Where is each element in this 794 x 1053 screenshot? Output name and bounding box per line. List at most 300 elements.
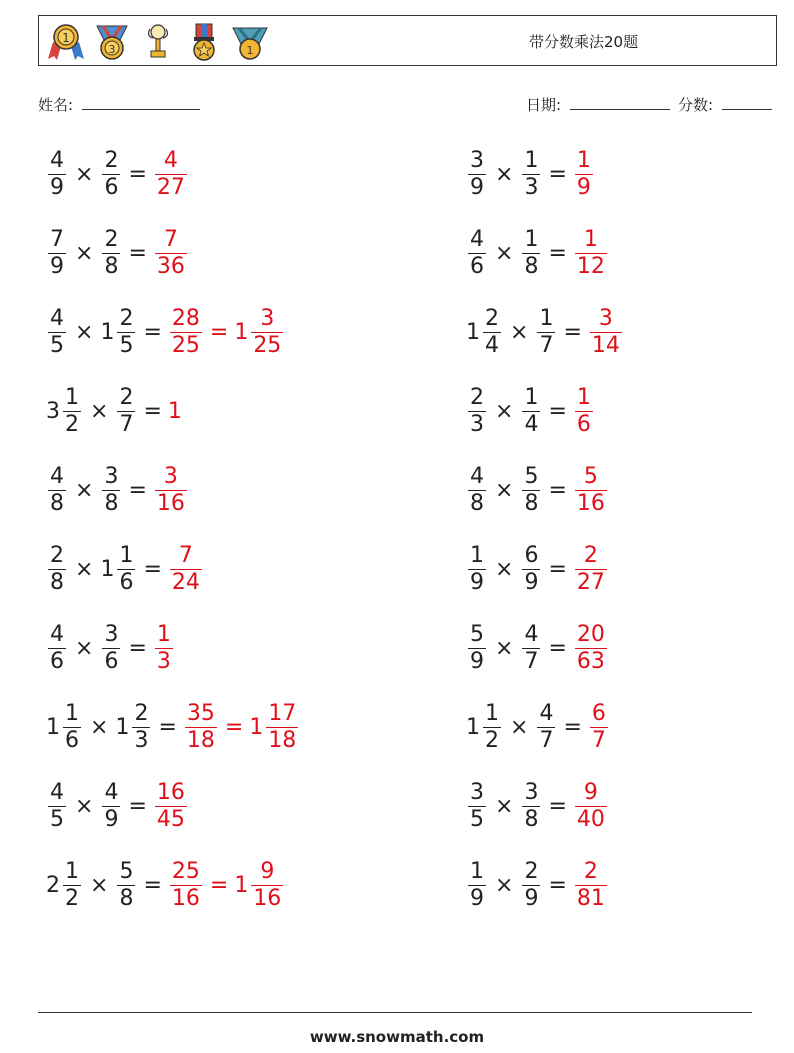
fraction — [170, 542, 202, 595]
denominator: 7 — [524, 648, 539, 674]
fraction — [63, 858, 81, 911]
fraction — [522, 542, 540, 595]
answer-value — [153, 621, 175, 674]
problem-item — [46, 455, 189, 525]
numerator: 3 — [163, 463, 178, 489]
answer — [573, 542, 609, 595]
denominator: 3 — [134, 727, 149, 753]
numerator: 1 — [576, 384, 591, 410]
score-label: 分数: — [678, 96, 714, 114]
numerator: 1 — [156, 621, 171, 647]
fraction — [170, 858, 202, 911]
numerator: 1 — [470, 858, 484, 884]
numerator: 28 — [171, 305, 200, 331]
whole-number: 1 — [100, 556, 115, 582]
numerator: 4 — [50, 621, 64, 647]
numerator: 17 — [268, 700, 297, 726]
numerator: 1 — [524, 147, 539, 173]
factor-b — [520, 384, 542, 437]
factor-b — [520, 858, 542, 911]
denominator: 6 — [576, 411, 591, 437]
answer — [573, 621, 609, 674]
numerator: 2 — [485, 305, 499, 331]
denominator: 8 — [104, 253, 119, 279]
numerator: 6 — [524, 542, 539, 568]
times-sign: × — [90, 872, 109, 898]
whole-number: 1 — [234, 319, 249, 345]
fraction — [48, 305, 66, 358]
times-sign: × — [495, 556, 514, 582]
times-sign: × — [495, 161, 514, 187]
problem-item — [466, 692, 610, 762]
svg-text:3: 3 — [108, 43, 116, 56]
denominator: 7 — [591, 727, 606, 753]
equals-sign: = — [563, 714, 582, 740]
problem-item — [466, 376, 595, 446]
equals-sign: = — [548, 161, 567, 187]
times-sign: × — [75, 556, 94, 582]
answer-value — [234, 305, 285, 358]
times-sign: × — [495, 872, 514, 898]
denominator: 8 — [524, 806, 539, 832]
denominator: 9 — [50, 253, 64, 279]
numerator: 1 — [524, 226, 539, 252]
fraction — [63, 700, 81, 753]
equals-sign: = — [128, 635, 147, 661]
equals-sign: = — [143, 872, 162, 898]
fraction — [251, 858, 283, 911]
answer-value — [588, 305, 624, 358]
times-sign: × — [510, 714, 529, 740]
answer-value — [168, 858, 204, 911]
answer-value — [573, 779, 609, 832]
fraction — [468, 384, 486, 437]
denominator: 8 — [470, 490, 484, 516]
fraction — [537, 700, 555, 753]
denominator: 2 — [65, 411, 79, 437]
whole-number: 1 — [46, 714, 60, 740]
answer-equals-sign: = — [224, 714, 244, 740]
denominator: 16 — [156, 490, 185, 516]
answer — [168, 542, 204, 595]
factor-b — [535, 305, 557, 358]
factor-a — [46, 700, 83, 753]
denominator: 18 — [268, 727, 297, 753]
numerator: 6 — [591, 700, 606, 726]
denominator: 8 — [524, 490, 539, 516]
answer-equals-sign: = — [209, 872, 229, 898]
factor-a — [466, 700, 503, 753]
factor-a — [46, 147, 68, 200]
denominator: 6 — [50, 648, 64, 674]
equals-sign: = — [143, 398, 162, 424]
denominator: 5 — [470, 806, 484, 832]
times-sign: × — [495, 635, 514, 661]
factor-a — [466, 542, 488, 595]
factor-a — [46, 542, 68, 595]
denominator: 9 — [524, 885, 539, 911]
denominator: 18 — [186, 727, 215, 753]
answer-value — [153, 779, 189, 832]
fraction — [48, 621, 66, 674]
factor-a — [466, 384, 488, 437]
svg-text:1: 1 — [246, 44, 254, 57]
denominator: 25 — [253, 332, 282, 358]
factor-b — [100, 147, 122, 200]
answer — [573, 779, 609, 832]
denominator: 4 — [485, 332, 499, 358]
numerator: 7 — [50, 226, 64, 252]
svg-text:1: 1 — [62, 31, 70, 45]
factor-b — [520, 542, 542, 595]
fraction — [48, 542, 66, 595]
fraction — [155, 621, 173, 674]
factor-b — [520, 779, 542, 832]
answer-value — [153, 226, 189, 279]
numerator: 1 — [119, 542, 134, 568]
denominator: 8 — [50, 569, 64, 595]
answer-equals-sign: = — [209, 319, 229, 345]
denominator: 63 — [576, 648, 605, 674]
denominator: 6 — [104, 648, 119, 674]
equals-sign: = — [143, 556, 162, 582]
denominator: 12 — [576, 253, 605, 279]
worksheet-title: 带分数乘法20题 — [529, 33, 639, 51]
answer-value — [153, 147, 189, 200]
answer-value — [183, 700, 219, 753]
fraction — [468, 779, 486, 832]
factor-b — [115, 384, 137, 437]
numerator: 1 — [470, 542, 484, 568]
numerator: 1 — [65, 384, 79, 410]
denominator: 7 — [539, 727, 554, 753]
times-sign: × — [75, 319, 94, 345]
footer-website: www.snowmath.com — [309, 1028, 485, 1046]
equals-sign: = — [563, 319, 582, 345]
factor-b — [535, 700, 557, 753]
factor-b — [115, 858, 137, 911]
answer-value — [234, 858, 285, 911]
numerator: 3 — [260, 305, 275, 331]
problem-item — [466, 455, 609, 525]
factor-b — [100, 226, 122, 279]
answer — [168, 858, 285, 911]
answer — [153, 621, 175, 674]
equals-sign: = — [158, 714, 177, 740]
whole-number: 1 — [100, 319, 115, 345]
fraction — [575, 384, 593, 437]
denominator: 2 — [485, 727, 499, 753]
numerator: 4 — [50, 779, 64, 805]
answer — [573, 147, 595, 200]
answer-value — [573, 226, 609, 279]
numerator: 1 — [65, 700, 79, 726]
denominator: 6 — [119, 569, 134, 595]
denominator: 27 — [576, 569, 605, 595]
times-sign: × — [75, 793, 94, 819]
factor-a — [466, 305, 503, 358]
times-sign: × — [75, 477, 94, 503]
denominator: 45 — [156, 806, 185, 832]
numerator: 1 — [539, 305, 554, 331]
factor-a — [466, 779, 488, 832]
footer-divider — [38, 1012, 752, 1013]
numerator: 3 — [598, 305, 613, 331]
fraction — [63, 384, 81, 437]
answer — [168, 305, 285, 358]
problem-item — [46, 771, 189, 841]
fraction — [522, 463, 540, 516]
denominator: 7 — [539, 332, 554, 358]
answer — [183, 700, 300, 753]
equals-sign: = — [548, 872, 567, 898]
numerator: 1 — [65, 858, 79, 884]
denominator: 14 — [591, 332, 620, 358]
numerator: 1 — [485, 700, 499, 726]
denominator: 9 — [104, 806, 119, 832]
whole-number: 1 — [115, 714, 130, 740]
factor-a — [46, 384, 83, 437]
times-sign: × — [75, 161, 94, 187]
numerator: 1 — [524, 384, 539, 410]
answer — [573, 226, 609, 279]
problem-item — [466, 297, 624, 367]
answer-value — [573, 463, 609, 516]
answer-value — [168, 542, 204, 595]
equals-sign: = — [548, 635, 567, 661]
problem-item — [46, 218, 189, 288]
problem-item — [466, 139, 595, 209]
denominator: 81 — [576, 885, 605, 911]
times-sign: × — [495, 398, 514, 424]
factor-a — [466, 621, 488, 674]
fraction — [522, 226, 540, 279]
factor-b — [100, 542, 137, 595]
numerator: 25 — [171, 858, 200, 884]
factor-b — [100, 779, 122, 832]
fraction — [575, 621, 607, 674]
equals-sign: = — [128, 161, 147, 187]
fraction — [48, 147, 66, 200]
factor-b — [520, 621, 542, 674]
whole-number: 3 — [46, 398, 60, 424]
equals-sign: = — [548, 240, 567, 266]
denominator: 6 — [65, 727, 79, 753]
name-label: 姓名: — [38, 96, 74, 114]
fraction — [117, 384, 135, 437]
answer — [153, 779, 189, 832]
fraction — [170, 305, 202, 358]
numerator: 2 — [119, 384, 134, 410]
fraction — [590, 305, 622, 358]
answer-value — [573, 147, 595, 200]
numerator: 2 — [583, 858, 598, 884]
factor-a — [46, 226, 68, 279]
fraction — [522, 858, 540, 911]
numerator: 3 — [104, 621, 119, 647]
numerator: 3 — [104, 463, 119, 489]
numerator: 9 — [260, 858, 275, 884]
denominator: 8 — [524, 253, 539, 279]
factor-b — [520, 147, 542, 200]
times-sign: × — [90, 714, 109, 740]
numerator: 2 — [134, 700, 149, 726]
fraction — [132, 700, 150, 753]
answer — [153, 463, 189, 516]
times-sign: × — [75, 240, 94, 266]
answer-value — [573, 858, 609, 911]
problem-item — [46, 534, 204, 604]
equals-sign: = — [128, 793, 147, 819]
fraction — [102, 779, 120, 832]
numerator: 2 — [50, 542, 64, 568]
problem-item — [46, 376, 183, 446]
denominator: 4 — [524, 411, 539, 437]
fraction — [522, 384, 540, 437]
times-sign: × — [90, 398, 109, 424]
problem-item — [466, 850, 609, 920]
factor-a — [46, 858, 83, 911]
equals-sign: = — [128, 240, 147, 266]
fraction — [251, 305, 283, 358]
answer-value — [588, 700, 610, 753]
fraction — [155, 463, 187, 516]
denominator: 27 — [156, 174, 185, 200]
problem-item — [46, 613, 175, 683]
factor-b — [100, 305, 137, 358]
answer-value — [153, 463, 189, 516]
fraction — [266, 700, 298, 753]
answer — [588, 700, 610, 753]
fraction — [48, 463, 66, 516]
numerator: 2 — [583, 542, 598, 568]
denominator: 36 — [156, 253, 185, 279]
answer-value — [249, 700, 300, 753]
denominator: 8 — [104, 490, 119, 516]
whole-number: 1 — [466, 714, 480, 740]
numerator: 4 — [50, 147, 64, 173]
whole-number: 1 — [466, 319, 480, 345]
fraction — [102, 147, 120, 200]
denominator: 3 — [524, 174, 539, 200]
factor-b — [100, 463, 122, 516]
fraction — [185, 700, 217, 753]
whole-number: 1 — [167, 398, 182, 424]
fraction — [483, 700, 501, 753]
numerator: 4 — [50, 463, 64, 489]
fraction — [468, 858, 486, 911]
problem-item — [46, 297, 285, 367]
factor-a — [46, 779, 68, 832]
fraction — [155, 779, 187, 832]
problem-item — [466, 218, 609, 288]
fraction — [117, 305, 135, 358]
fraction — [483, 305, 501, 358]
times-sign: × — [495, 477, 514, 503]
denominator: 8 — [119, 885, 134, 911]
denominator: 9 — [524, 569, 539, 595]
fraction — [575, 226, 607, 279]
factor-b — [520, 463, 542, 516]
denominator: 5 — [119, 332, 134, 358]
fraction — [590, 700, 608, 753]
fraction — [575, 779, 607, 832]
fraction — [468, 542, 486, 595]
fraction — [102, 226, 120, 279]
fraction — [537, 305, 555, 358]
denominator: 24 — [171, 569, 200, 595]
numerator: 3 — [524, 779, 539, 805]
answer — [573, 463, 609, 516]
answer-value — [168, 399, 183, 424]
whole-number: 1 — [249, 714, 264, 740]
equals-sign: = — [143, 319, 162, 345]
equals-sign: = — [548, 793, 567, 819]
answer — [153, 226, 189, 279]
denominator: 7 — [119, 411, 134, 437]
denominator: 8 — [50, 490, 64, 516]
fraction — [522, 621, 540, 674]
equals-sign: = — [548, 398, 567, 424]
fraction — [117, 858, 135, 911]
denominator: 6 — [104, 174, 119, 200]
denominator: 9 — [50, 174, 64, 200]
answer-value — [573, 542, 609, 595]
numerator: 20 — [576, 621, 605, 647]
times-sign: × — [510, 319, 529, 345]
fraction — [48, 226, 66, 279]
whole-number: 2 — [46, 872, 60, 898]
fraction — [575, 858, 607, 911]
denominator: 9 — [470, 885, 484, 911]
numerator: 4 — [50, 305, 64, 331]
fraction — [155, 226, 187, 279]
answer — [573, 858, 609, 911]
fraction — [102, 463, 120, 516]
numerator: 2 — [470, 384, 484, 410]
date-label: 日期: — [526, 96, 562, 114]
fraction — [468, 621, 486, 674]
equals-sign: = — [548, 477, 567, 503]
numerator: 5 — [470, 621, 484, 647]
answer — [168, 399, 183, 424]
numerator: 16 — [156, 779, 185, 805]
answer-value — [573, 621, 609, 674]
denominator: 6 — [470, 253, 484, 279]
numerator: 4 — [539, 700, 554, 726]
denominator: 9 — [470, 648, 484, 674]
factor-a — [466, 858, 488, 911]
fraction — [522, 779, 540, 832]
equals-sign: = — [128, 477, 147, 503]
denominator: 5 — [50, 332, 64, 358]
factor-a — [46, 305, 68, 358]
problem-item — [46, 692, 300, 762]
numerator: 2 — [104, 147, 119, 173]
numerator: 7 — [163, 226, 178, 252]
numerator: 3 — [470, 147, 484, 173]
denominator: 16 — [576, 490, 605, 516]
numerator: 5 — [583, 463, 598, 489]
fraction — [575, 542, 607, 595]
numerator: 7 — [178, 542, 193, 568]
numerator: 4 — [163, 147, 178, 173]
denominator: 9 — [470, 174, 484, 200]
problem-item — [46, 850, 285, 920]
factor-a — [466, 226, 488, 279]
answer — [153, 147, 189, 200]
fraction — [468, 463, 486, 516]
